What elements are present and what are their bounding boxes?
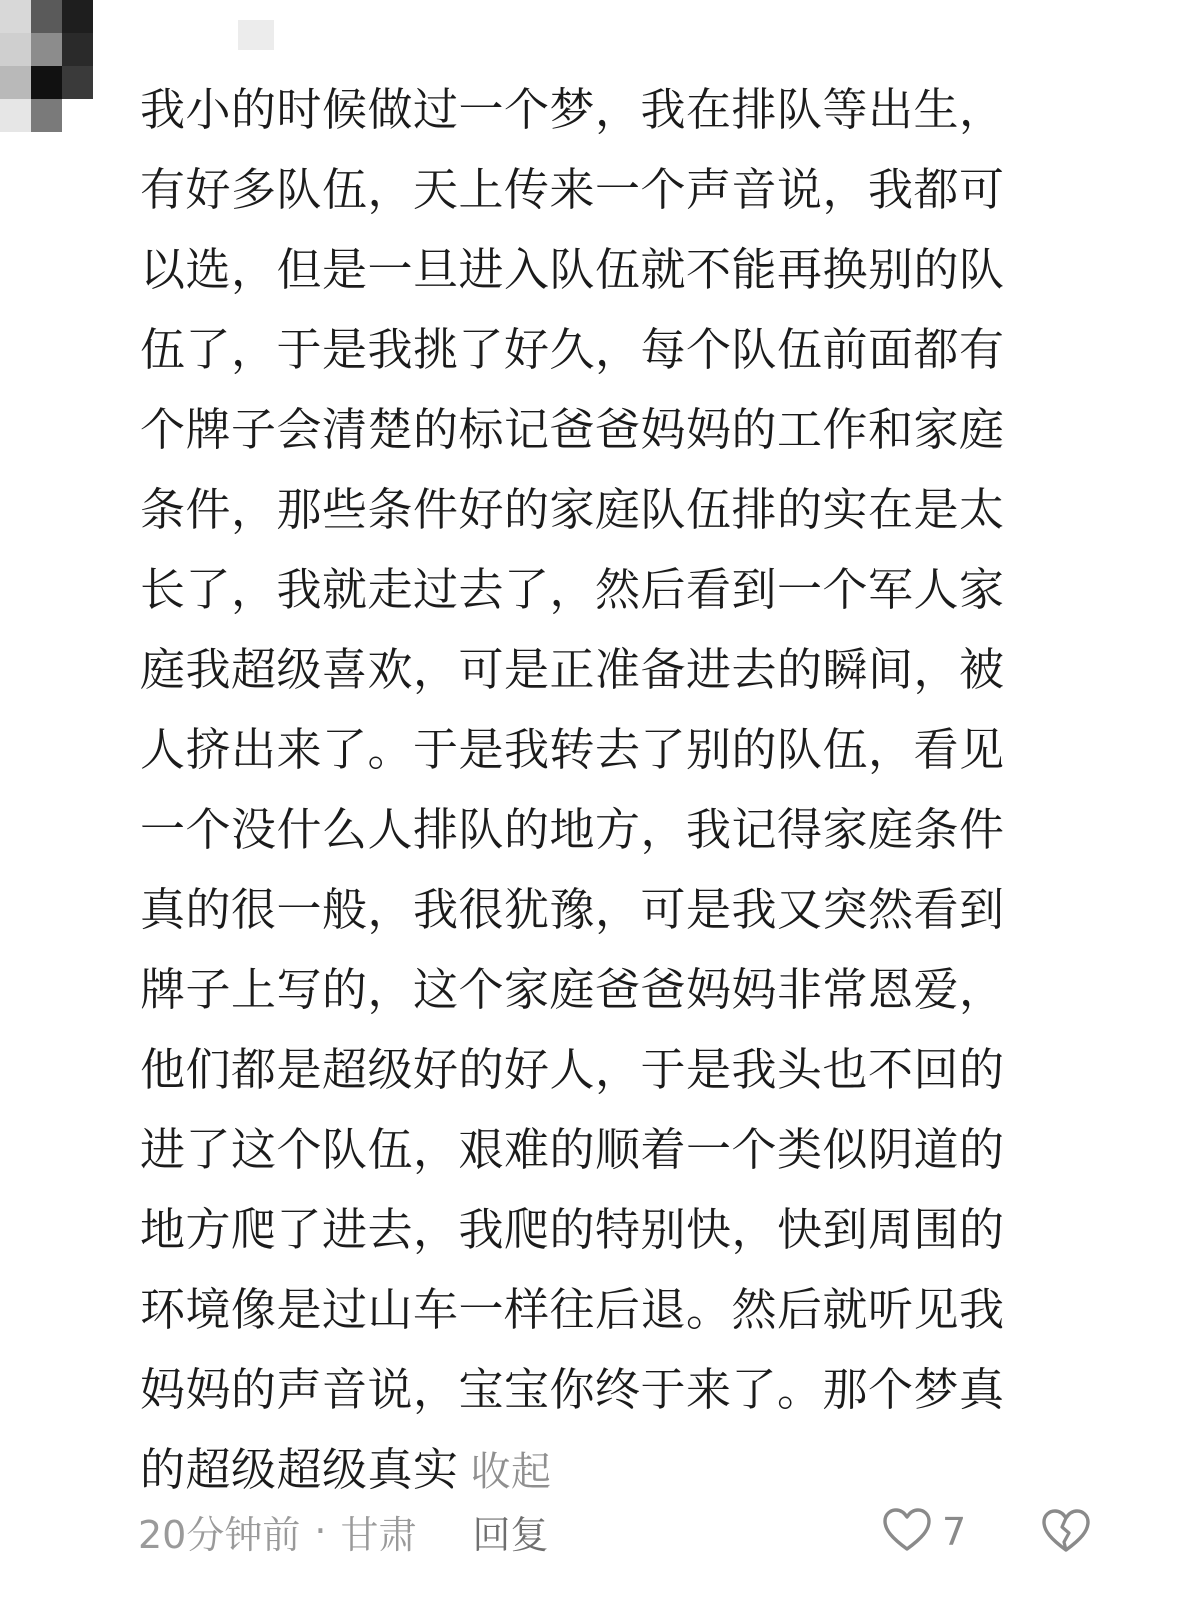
comment-line: 一个没什么人排队的地方，我记得家庭条件 xyxy=(140,803,1005,856)
comment-line: 条件，那些条件好的家庭队伍排的实在是太 xyxy=(140,483,1005,536)
avatar-pixel xyxy=(0,33,31,66)
comment-time: 20分钟前 xyxy=(138,1512,301,1557)
avatar-pixel xyxy=(93,0,124,33)
heart-outline-icon xyxy=(882,1506,932,1558)
comment-line: 人挤出来了。于是我转去了别的队伍，看见 xyxy=(140,723,1005,776)
avatar-pixel xyxy=(62,99,93,132)
avatar[interactable] xyxy=(0,0,124,132)
comment-line: 进了这个队伍，艰难的顺着一个类似阴道的 xyxy=(140,1123,1005,1176)
comment-line: 长了，我就走过去了，然后看到一个军人家 xyxy=(140,563,1005,616)
avatar-pixel xyxy=(62,66,93,99)
like-count: 7 xyxy=(942,1510,967,1554)
avatar-pixel xyxy=(31,33,62,66)
comment-line: 伍了，于是我挑了好久，每个队伍前面都有 xyxy=(140,323,1005,376)
avatar-pixel xyxy=(93,66,124,99)
comment-line: 个牌子会清楚的标记爸爸妈妈的工作和家庭 xyxy=(140,403,1005,456)
avatar-pixel xyxy=(31,66,62,99)
comment-line: 妈妈的声音说，宝宝你终于来了。那个梦真 xyxy=(140,1363,1005,1416)
like-button[interactable] xyxy=(882,1504,966,1560)
comment-line: 以选，但是一旦进入队伍就不能再换别的队 xyxy=(140,243,1005,296)
comment-line: 环境像是过山车一样往后退。然后就听见我 xyxy=(140,1283,1005,1336)
comment-line: 庭我超级喜欢，可是正准备进去的瞬间，被 xyxy=(140,643,1005,696)
avatar-pixel xyxy=(93,33,124,66)
comment-line: 他们都是超级好的好人，于是我头也不回的 xyxy=(140,1043,1005,1096)
reply-button[interactable]: 回复 xyxy=(472,1512,549,1557)
comment-meta xyxy=(138,1505,548,1557)
avatar-pixel xyxy=(0,66,31,99)
collapse-button[interactable]: 收起 xyxy=(470,1449,552,1495)
comment-location: 甘肃 xyxy=(340,1512,417,1557)
comment-line: 我小的时候做过一个梦，我在排队等出生， xyxy=(140,83,1005,136)
avatar-pixel xyxy=(31,99,62,132)
broken-heart-icon xyxy=(1040,1541,1092,1560)
avatar-pixel xyxy=(0,0,31,33)
avatar-pixel xyxy=(62,33,93,66)
avatar-pixel xyxy=(0,99,31,132)
comment-body xyxy=(140,70,1100,1512)
comment-line: 地方爬了进去，我爬的特别快，快到周围的 xyxy=(140,1203,1005,1256)
avatar-pixel xyxy=(62,0,93,33)
comment-line-text: 的超级超级真实 xyxy=(140,1443,459,1496)
comment-line: 真的很一般，我很犹豫，可是我又突然看到 xyxy=(140,883,1005,936)
username-placeholder[interactable] xyxy=(238,20,274,50)
meta-separator: · xyxy=(314,1509,327,1553)
avatar-pixel xyxy=(31,0,62,33)
dislike-button[interactable] xyxy=(1040,1504,1096,1560)
avatar-pixel xyxy=(93,99,124,132)
comment-line-last xyxy=(140,1430,1100,1512)
comment-line: 有好多队伍，天上传来一个声音说，我都可 xyxy=(140,163,1005,216)
comment-line: 牌子上写的，这个家庭爸爸妈妈非常恩爱， xyxy=(140,963,1005,1016)
